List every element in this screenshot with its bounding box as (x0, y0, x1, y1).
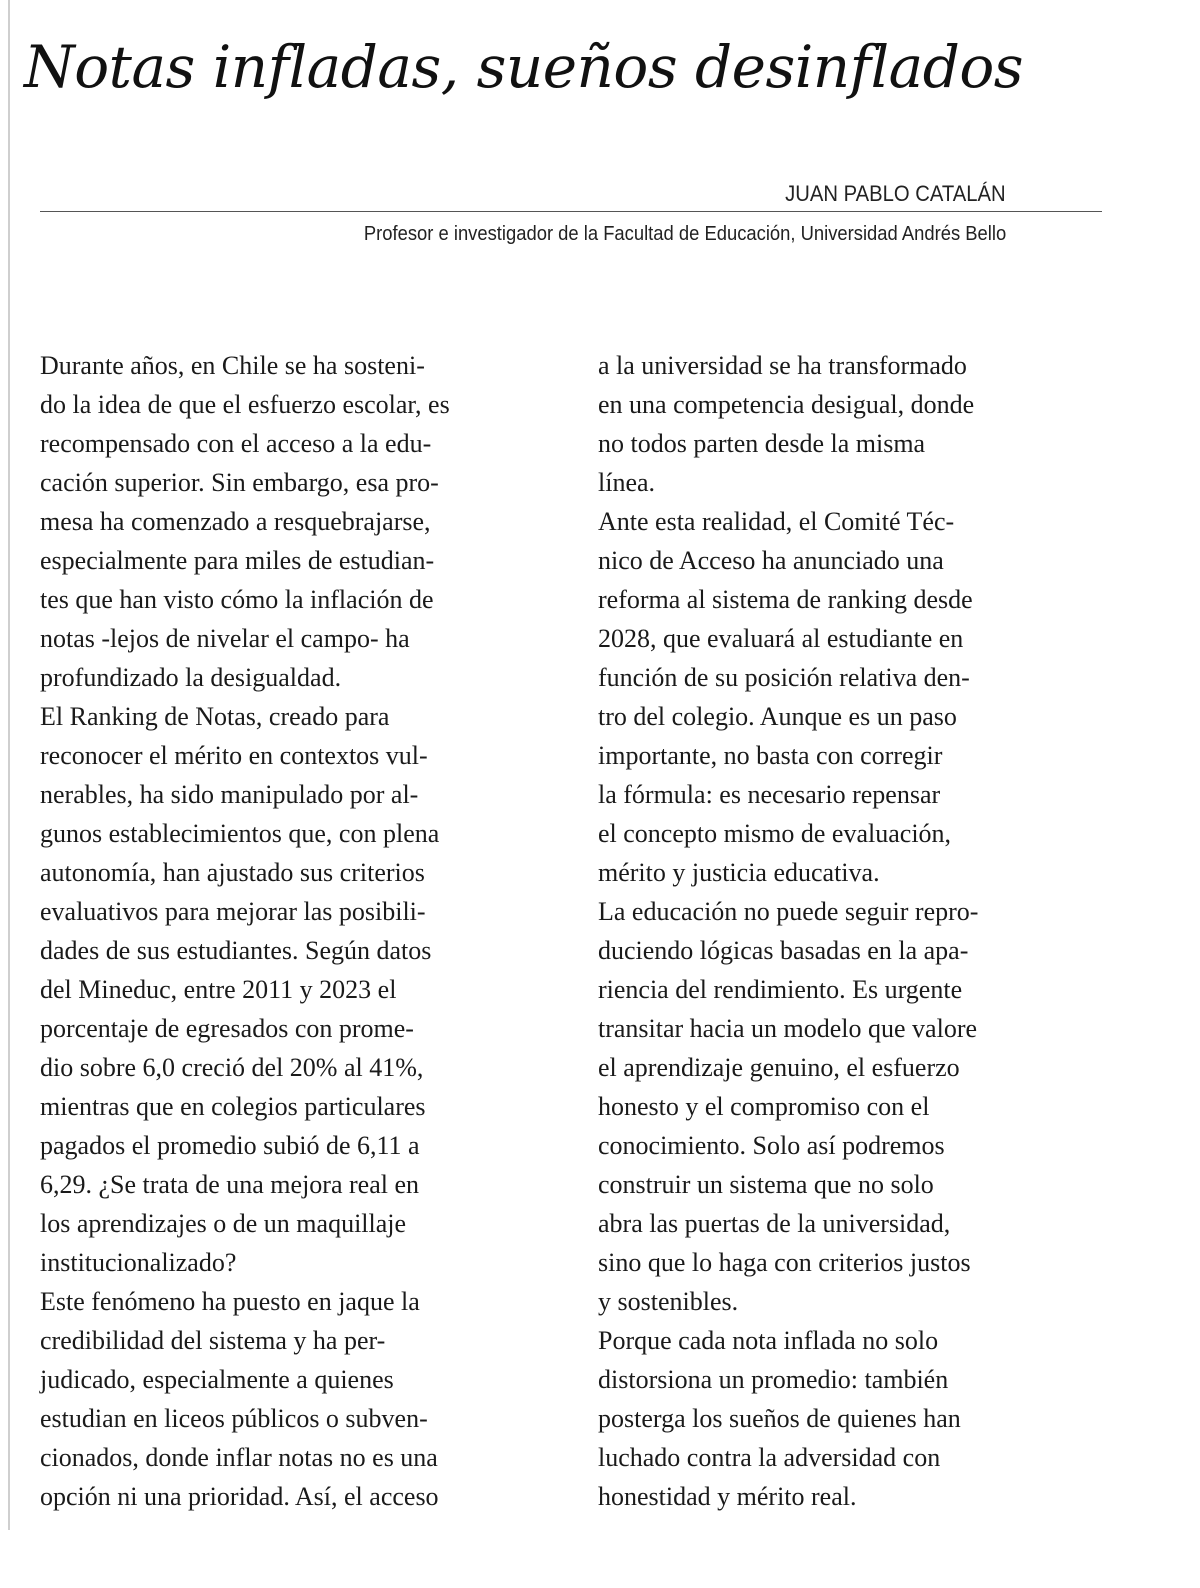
text-line: nico de Acceso ha anunciado una (598, 546, 944, 575)
text-line: conocimiento. Solo así podremos (598, 1131, 945, 1160)
text-line: institucionalizado? (40, 1248, 237, 1277)
text-line: transitar hacia un modelo que valore (598, 1014, 978, 1043)
text-line: dades de sus estudiantes. Según datos (40, 936, 432, 965)
text-line: a la universidad se ha transformado (598, 351, 967, 380)
text-line: nerables, ha sido manipulado por al- (40, 780, 419, 809)
text-line: La educación no puede seguir repro- (598, 897, 979, 926)
text-line: riencia del rendimiento. Es urgente (598, 975, 963, 1004)
text-line: 2028, que evaluará al estudiante en (598, 624, 964, 653)
text-line: la fórmula: es necesario repensar (598, 780, 941, 809)
text-line: el aprendizaje genuino, el esfuerzo (598, 1053, 960, 1082)
text-line: El Ranking de Notas, creado para (40, 702, 390, 731)
text-line: línea. (598, 468, 656, 497)
text-line: duciendo lógicas basadas en la apa- (598, 936, 969, 965)
text-line: recompensado con el acceso a la edu- (40, 429, 432, 458)
author-byline: JUAN PABLO CATALÁN (785, 181, 1006, 206)
text-line: dio sobre 6,0 creció del 20% al 41%, (40, 1053, 424, 1082)
text-line: Porque cada nota inflada no solo (598, 1326, 939, 1355)
text-line: cación superior. Sin embargo, esa pro- (40, 468, 439, 497)
text-line: del Mineduc, entre 2011 y 2023 el (40, 975, 397, 1004)
text-line: honestidad y mérito real. (598, 1482, 857, 1511)
text-line: credibilidad del sistema y ha per- (40, 1326, 386, 1355)
text-line: do la idea de que el esfuerzo escolar, es (40, 390, 450, 419)
text-line: en una competencia desigual, donde (598, 390, 975, 419)
text-line: construir un sistema que no solo (598, 1170, 934, 1199)
text-line: distorsiona un promedio: también (598, 1365, 949, 1394)
byline-divider (40, 211, 1102, 212)
text-line: tes que han visto cómo la inflación de (40, 585, 434, 614)
text-line: Durante años, en Chile se ha sosteni- (40, 351, 425, 380)
text-line: y sostenibles. (598, 1287, 739, 1316)
text-line: los aprendizajes o de un maquillaje (40, 1209, 407, 1238)
text-line: pagados el promedio subió de 6,11 a (40, 1131, 420, 1160)
text-line: tro del colegio. Aunque es un paso (598, 702, 957, 731)
text-line: estudian en liceos públicos o subven- (40, 1404, 428, 1433)
text-line: especialmente para miles de estudian- (40, 546, 435, 575)
text-line: reconocer el mérito en contextos vul- (40, 741, 428, 770)
text-line: reforma al sistema de ranking desde (598, 585, 973, 614)
text-line: función de su posición relativa den- (598, 663, 970, 692)
text-line: profundizado la desigualdad. (40, 663, 342, 692)
text-line: importante, no basta con corregir (598, 741, 943, 770)
column-rule (8, 0, 10, 1530)
text-line: el concepto mismo de evaluación, (598, 819, 952, 848)
text-line: 6,29. ¿Se trata de una mejora real en (40, 1170, 419, 1199)
text-line: notas -lejos de nivelar el campo- ha (40, 624, 410, 653)
text-line: evaluativos para mejorar las posibili- (40, 897, 426, 926)
text-line: luchado contra la adversidad con (598, 1443, 941, 1472)
text-line: mientras que en colegios particulares (40, 1092, 426, 1121)
body-column-right (598, 346, 1118, 1516)
text-line: autonomía, han ajustado sus criterios (40, 858, 425, 887)
text-line: no todos parten desde la misma (598, 429, 926, 458)
text-line: gunos establecimientos que, con plena (40, 819, 440, 848)
text-line: judicado, especialmente a quienes (40, 1365, 394, 1394)
text-line: mérito y justicia educativa. (598, 858, 880, 887)
text-line: abra las puertas de la universidad, (598, 1209, 951, 1238)
text-line: sino que lo haga con criterios justos (598, 1248, 971, 1277)
text-line: opción ni una prioridad. Así, el acceso (40, 1482, 439, 1511)
text-line: posterga los sueños de quienes han (598, 1404, 961, 1433)
text-line: mesa ha comenzado a resquebrajarse, (40, 507, 431, 536)
text-line: honesto y el compromiso con el (598, 1092, 930, 1121)
text-line: Ante esta realidad, el Comité Téc- (598, 507, 955, 536)
headline: Notas infladas, sueños desinflados (24, 33, 1024, 101)
author-affiliation: Profesor e investigador de la Facultad de Educación, Universidad Andrés Bello (363, 223, 1006, 245)
body-column-left (40, 346, 580, 1516)
text-line: cionados, donde inflar notas no es una (40, 1443, 438, 1472)
text-line: Este fenómeno ha puesto en jaque la (40, 1287, 420, 1316)
text-line: porcentaje de egresados con prome- (40, 1014, 414, 1043)
